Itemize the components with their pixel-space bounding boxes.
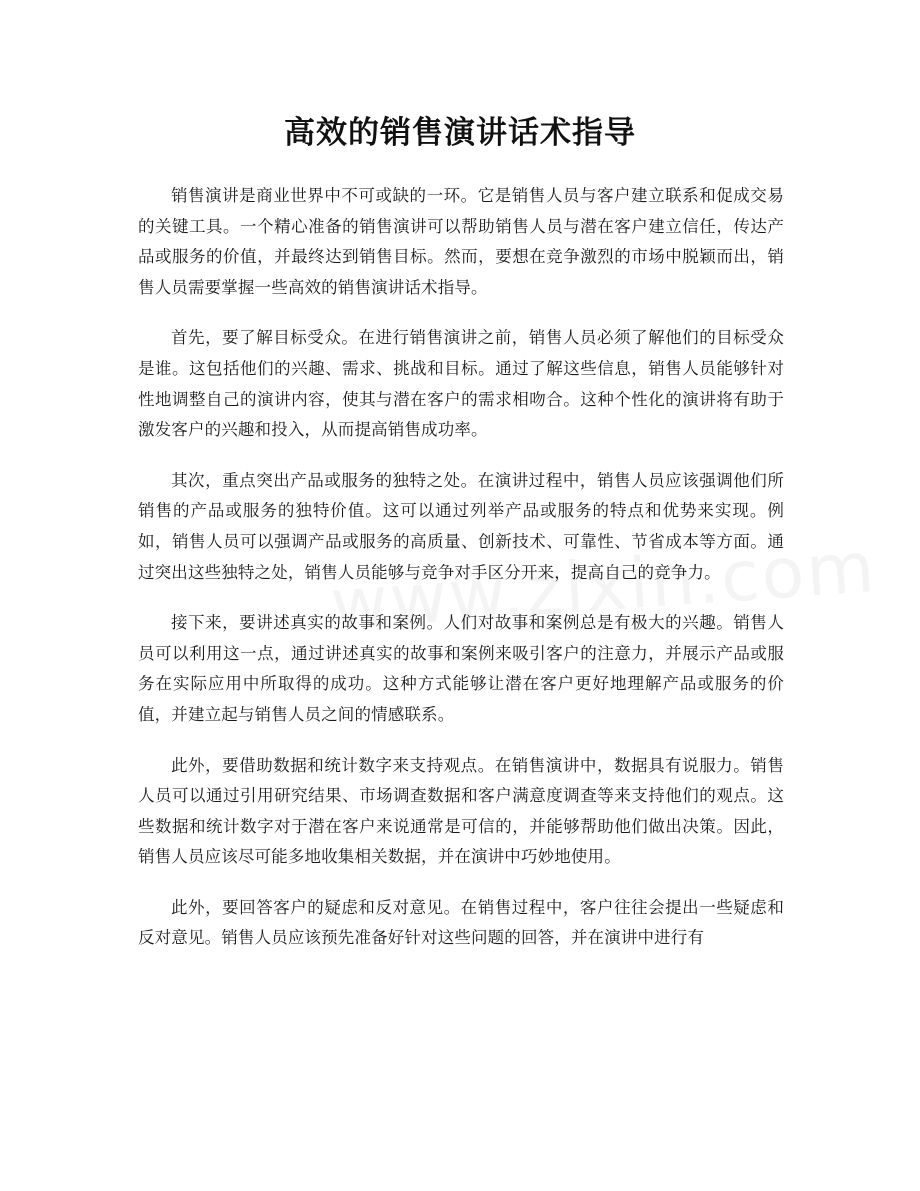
paragraph-6: 此外，要回答客户的疑虑和反对意见。在销售过程中，客户往往会提出一些疑虑和反对意见。销售人员应该预先准备好针对这些问题的回答，并在演讲中进行有	[138, 897, 784, 948]
paragraph-3: 其次，重点突出产品或服务的独特之处。在演讲过程中，销售人员应该强调他们所销售的产品或服务的独特价值。这可以通过列举产品或服务的特点和优势来实现。例如，销售人员可以强调产品或服务的高质量、创新技术、可靠性、节省成本等方面。通过突出这些独特之处，销售人员能够与竞争对手区分开来，提高自己的竞争力。	[138, 470, 784, 582]
paragraph-1: 销售演讲是商业世界中不可或缺的一环。它是销售人员与客户建立联系和促成交易的关键工具。一个精心准备的销售演讲可以帮助销售人员与潜在客户建立信任，传达产品或服务的价值，并最终达到销售目标。然而，要想在竞争激烈的市场中脱颖而出，销售人员需要掌握一些高效的销售演讲话术指导。	[138, 186, 784, 297]
paragraph-2: 首先，要了解目标受众。在进行销售演讲之前，销售人员必须了解他们的目标受众是谁。这包括他们的兴趣、需求、挑战和目标。通过了解这些信息，销售人员能够针对性地调整自己的演讲内容，使其与潜在客户的需求相吻合。这种个性化的演讲将有助于激发客户的兴趣和投入，从而提高销售成功率。	[138, 328, 784, 440]
paragraph-5: 此外，要借助数据和统计数字来支持观点。在销售演讲中，数据具有说服力。销售人员可以通过引用研究结果、市场调查数据和客户满意度调查等来支持他们的观点。这些数据和统计数字对于潜在客户来说通常是可信的，并能够帮助他们做出决策。因此，销售人员应该尽可能多地收集相关数据，并在演讲中巧妙地使用。	[138, 755, 784, 867]
document-title: 高效的销售演讲话术指导	[284, 115, 636, 151]
document-body	[138, 181, 784, 974]
paragraph-4: 接下来，要讲述真实的故事和案例。人们对故事和案例总是有极大的兴趣。销售人员可以利用这一点，通过讲述真实的故事和案例来吸引客户的注意力，并展示产品或服务在实际应用中所取得的成功。这种方式能够让潜在客户更好地理解产品或服务的价值，并建立起与销售人员之间的情感联系。	[138, 613, 784, 724]
